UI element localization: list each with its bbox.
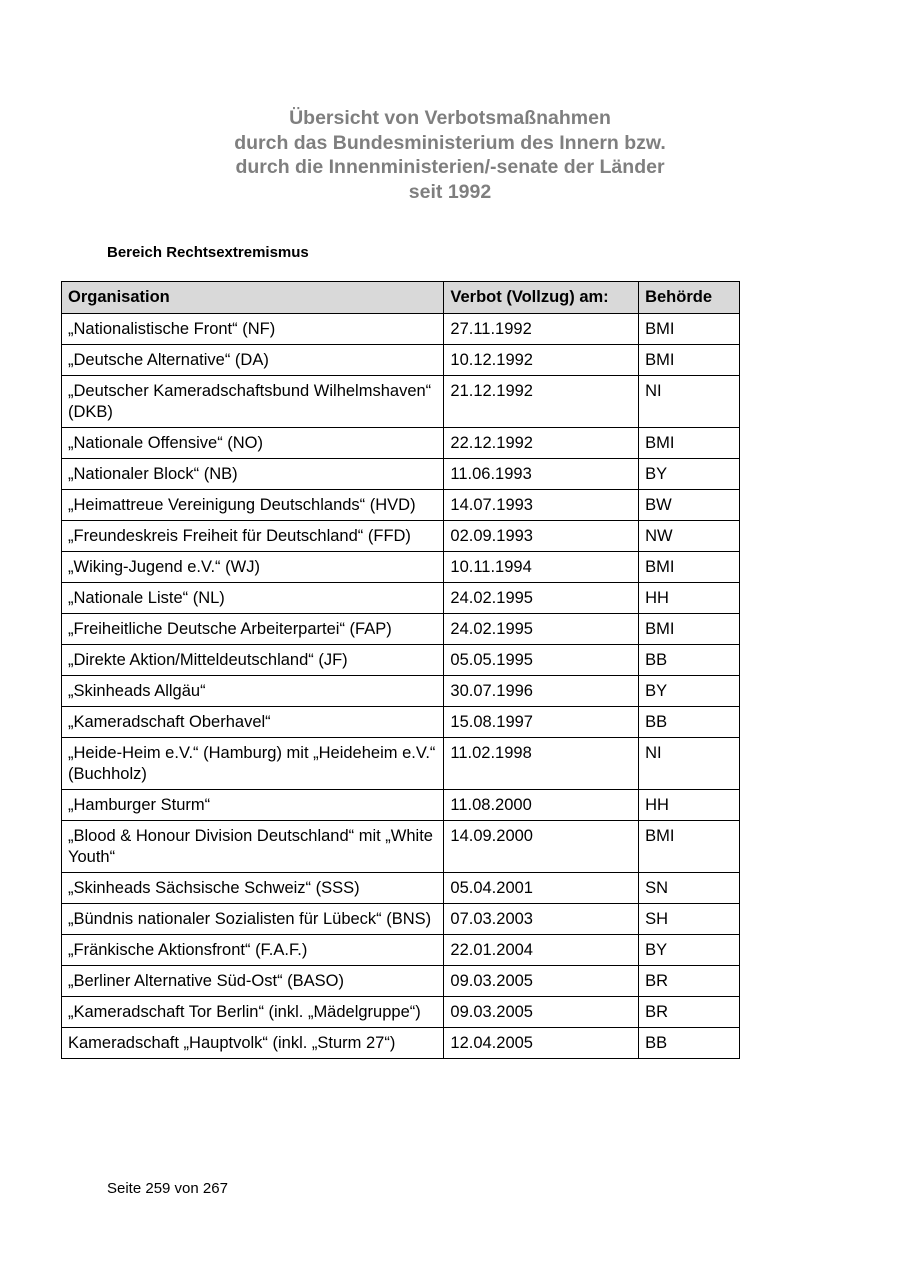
cell-date: 27.11.1992 [444, 314, 639, 345]
cell-authority: BR [639, 966, 740, 997]
cell-organisation: „Deutscher Kameradschaftsbund Wilhelmshaven“ (DKB) [62, 376, 444, 428]
column-header-authority: Behörde [639, 282, 740, 314]
title-line: Übersicht von Verbotsmaßnahmen [289, 107, 611, 129]
cell-date: 15.08.1997 [444, 707, 639, 738]
cell-organisation: „Nationalistische Front“ (NF) [62, 314, 444, 345]
cell-authority: BMI [639, 345, 740, 376]
table-row [62, 490, 740, 521]
cell-date: 12.04.2005 [444, 1028, 639, 1059]
column-header-organisation: Organisation [62, 282, 444, 314]
table-row [62, 645, 740, 676]
cell-organisation: Kameradschaft „Hauptvolk“ (inkl. „Sturm 27“) [62, 1028, 444, 1059]
cell-date: 14.07.1993 [444, 490, 639, 521]
cell-organisation: „Bündnis nationaler Sozialisten für Lübeck“ (BNS) [62, 904, 444, 935]
cell-date: 05.05.1995 [444, 645, 639, 676]
cell-date: 05.04.2001 [444, 873, 639, 904]
cell-date: 30.07.1996 [444, 676, 639, 707]
cell-authority: BB [639, 1028, 740, 1059]
cell-authority: NI [639, 738, 740, 790]
cell-authority: HH [639, 583, 740, 614]
cell-date: 11.06.1993 [444, 459, 639, 490]
table-row [62, 676, 740, 707]
cell-date: 07.03.2003 [444, 904, 639, 935]
table-row [62, 997, 740, 1028]
cell-authority: BB [639, 645, 740, 676]
page-number: Seite 259 von 267 [107, 1180, 228, 1197]
table-header-row [62, 282, 740, 314]
title-line: seit 1992 [408, 180, 492, 203]
title-line: durch das Bundesministerium des Innern bzw. [234, 131, 666, 154]
cell-organisation: „Fränkische Aktionsfront“ (F.A.F.) [62, 935, 444, 966]
table-row [62, 614, 740, 645]
cell-date: 11.08.2000 [444, 790, 639, 821]
table-body [62, 314, 740, 1059]
cell-authority: BMI [639, 552, 740, 583]
table-row [62, 521, 740, 552]
cell-authority: BMI [639, 314, 740, 345]
cell-date: 14.09.2000 [444, 821, 639, 873]
column-header-date: Verbot (Vollzug) am: [444, 282, 639, 314]
cell-authority: BY [639, 676, 740, 707]
cell-date: 10.11.1994 [444, 552, 639, 583]
cell-date: 22.01.2004 [444, 935, 639, 966]
cell-date: 10.12.1992 [444, 345, 639, 376]
table-row [62, 738, 740, 790]
cell-date: 09.03.2005 [444, 966, 639, 997]
cell-organisation: „Direkte Aktion/Mitteldeutschland“ (JF) [62, 645, 444, 676]
cell-authority: NW [639, 521, 740, 552]
cell-organisation: „Skinheads Allgäu“ [62, 676, 444, 707]
cell-authority: BMI [639, 821, 740, 873]
table-row [62, 583, 740, 614]
table-row [62, 873, 740, 904]
cell-organisation: „Kameradschaft Oberhavel“ [62, 707, 444, 738]
cell-authority: BR [639, 997, 740, 1028]
table-row [62, 904, 740, 935]
cell-organisation: „Blood & Honour Division Deutschland“ mit „White Youth“ [62, 821, 444, 873]
cell-authority: BB [639, 707, 740, 738]
cell-organisation: „Kameradschaft Tor Berlin“ (inkl. „Mädelgruppe“) [62, 997, 444, 1028]
cell-authority: SN [639, 873, 740, 904]
table-row [62, 966, 740, 997]
table-row [62, 935, 740, 966]
cell-organisation: „Deutsche Alternative“ (DA) [62, 345, 444, 376]
cell-date: 22.12.1992 [444, 428, 639, 459]
cell-date: 02.09.1993 [444, 521, 639, 552]
table-row [62, 1028, 740, 1059]
table-row [62, 707, 740, 738]
cell-date: 24.02.1995 [444, 614, 639, 645]
cell-organisation: „Nationale Liste“ (NL) [62, 583, 444, 614]
table-row [62, 552, 740, 583]
cell-organisation: „Freundeskreis Freiheit für Deutschland“ (FFD) [62, 521, 444, 552]
cell-organisation: „Heide-Heim e.V.“ (Hamburg) mit „Heideheim e.V.“ (Buchholz) [62, 738, 444, 790]
cell-organisation: „Heimattreue Vereinigung Deutschlands“ (HVD) [62, 490, 444, 521]
section-heading: Bereich Rechtsextremismus [107, 244, 309, 261]
table-row [62, 345, 740, 376]
cell-date: 24.02.1995 [444, 583, 639, 614]
cell-authority: HH [639, 790, 740, 821]
table-row [62, 428, 740, 459]
cell-date: 09.03.2005 [444, 997, 639, 1028]
cell-date: 11.02.1998 [444, 738, 639, 790]
cell-organisation: „Freiheitliche Deutsche Arbeiterpartei“ (FAP) [62, 614, 444, 645]
table-row [62, 821, 740, 873]
ban-table [61, 281, 740, 1059]
cell-organisation: „Hamburger Sturm“ [62, 790, 444, 821]
cell-organisation: „Nationaler Block“ (NB) [62, 459, 444, 490]
table-row [62, 314, 740, 345]
cell-authority: BMI [639, 614, 740, 645]
title-line: durch die Innenministerien/-senate der Länder [235, 156, 665, 178]
table-row [62, 459, 740, 490]
cell-authority: SH [639, 904, 740, 935]
table-row [62, 376, 740, 428]
cell-date: 21.12.1992 [444, 376, 639, 428]
cell-organisation: „Nationale Offensive“ (NO) [62, 428, 444, 459]
cell-authority: BMI [639, 428, 740, 459]
cell-authority: BY [639, 935, 740, 966]
cell-organisation: „Wiking-Jugend e.V.“ (WJ) [62, 552, 444, 583]
cell-organisation: „Berliner Alternative Süd-Ost“ (BASO) [62, 966, 444, 997]
cell-authority: BY [639, 459, 740, 490]
cell-organisation: „Skinheads Sächsische Schweiz“ (SSS) [62, 873, 444, 904]
cell-authority: BW [639, 490, 740, 521]
table-row [62, 790, 740, 821]
document-title [0, 106, 900, 204]
cell-authority: NI [639, 376, 740, 428]
